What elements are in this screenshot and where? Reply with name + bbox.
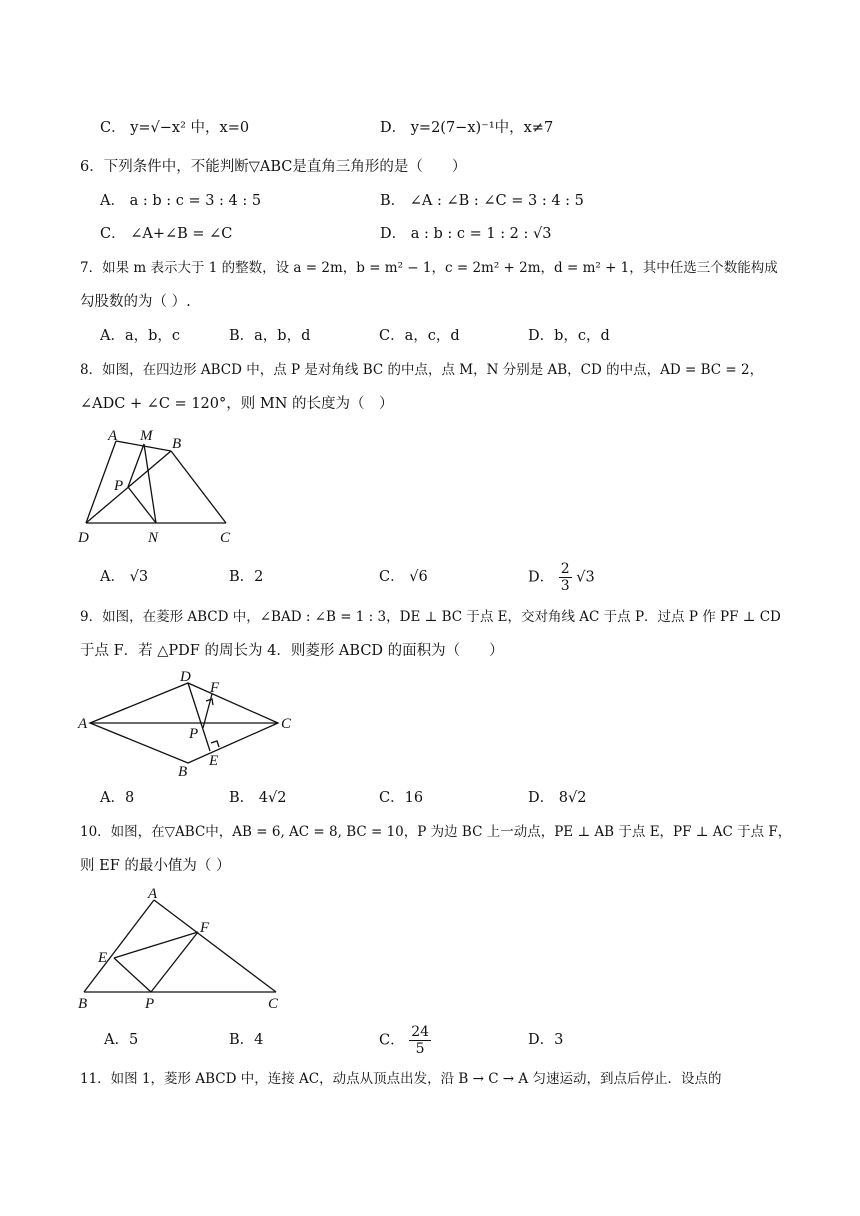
q8-option-a: A． √3 <box>100 569 149 585</box>
q10-stem-line2: 则 EF 的最小值为（ ） <box>80 858 231 874</box>
q8-label-b: B <box>172 436 182 452</box>
q9-stem-line1: 9．如图，在菱形 ABCD 中，∠BAD : ∠B = 1 : 3，DE ⊥ BC 于点 E，交对角线 AC 于点 P．过点 P 作 PF ⊥ CD <box>80 609 781 625</box>
q8-option-c: C． √6 <box>379 569 428 585</box>
q8-figure <box>76 426 276 546</box>
q10-figure <box>76 886 296 1016</box>
q9-option-b: B． 4√2 <box>229 790 287 806</box>
q10-option-c-numerator: 24 <box>411 1024 430 1040</box>
q9-option-d: D． 8√2 <box>528 790 587 806</box>
q10-label-c: C <box>268 996 279 1012</box>
q7-option-b: B．a，b，d <box>229 328 311 344</box>
q10-label-a: A <box>148 886 158 902</box>
q6-option-d: D． a : b : c = 1 : 2 : √3 <box>380 226 552 242</box>
q8-stem-line2: ∠ADC + ∠C = 120°，则 MN 的长度为（ ） <box>80 396 394 412</box>
q10-label-e: E <box>98 950 108 966</box>
q6-stem: 6．下列条件中，不能判断▽ABC是直角三角形的是（ ） <box>80 159 467 175</box>
q8-label-a: A <box>108 428 118 444</box>
q5-option-d: D． y=2(7−x)⁻¹中，x≠7 <box>380 120 554 136</box>
q6-option-b: B． ∠A : ∠B : ∠C = 3 : 4 : 5 <box>380 193 584 209</box>
q8-label-m: M <box>140 428 153 444</box>
q5-option-c: C． y=√−x² 中，x=0 <box>100 120 250 136</box>
q10-stem-line1: 10．如图，在▽ABC中，AB = 6, AC = 8, BC = 10，P 为边 BC 上一动点，PE ⊥ AB 于点 E，PF ⊥ AC 于点 F， <box>80 824 792 840</box>
q8-option-d-prefix: D． <box>528 569 555 586</box>
q9-stem-line2: 于点 F．若 △PDF 的周长为 4．则菱形 ABCD 的面积为（ ） <box>80 643 504 659</box>
q9-label-d: D <box>180 669 191 685</box>
q10-label-b: B <box>78 996 88 1012</box>
q9-label-b: B <box>178 764 188 780</box>
q8-option-d-fraction <box>559 561 572 594</box>
q8-option-d <box>528 561 595 594</box>
q8-stem-line1: 8．如图，在四边形 ABCD 中，点 P 是对角线 BC 的中点，点 M，N 分别是 AB，CD 的中点，AD = BC = 2， <box>80 362 764 378</box>
q8-option-d-denominator: 3 <box>560 578 570 594</box>
q10-option-c-prefix: C． <box>379 1032 405 1049</box>
q10-option-a: A．5 <box>104 1032 139 1048</box>
q7-option-a: A．a，b，c <box>100 328 181 344</box>
q8-option-d-suffix: √3 <box>576 569 595 586</box>
q8-label-d: D <box>78 530 89 546</box>
q8-option-d-numerator: 2 <box>560 561 570 577</box>
q10-option-c-fraction <box>409 1024 431 1057</box>
q9-label-p: P <box>189 726 199 742</box>
q9-option-c: C．16 <box>379 790 424 806</box>
q8-label-p: P <box>114 478 124 494</box>
q7-stem-line1: 7．如果 m 表示大于 1 的整数，设 a = 2m，b = m² − 1，c = 2m² + 2m，d = m² + 1，其中任选三个数能构成 <box>80 260 778 276</box>
q10-label-f: F <box>200 920 210 936</box>
q10-option-b: B．4 <box>229 1032 264 1048</box>
q7-option-d: D．b，c，d <box>528 328 610 344</box>
q9-option-a: A．8 <box>100 790 135 806</box>
q9-label-a: A <box>78 716 88 732</box>
q10-option-c-denominator: 5 <box>415 1041 425 1057</box>
q7-option-c: C．a，c，d <box>379 328 460 344</box>
q8-label-c: C <box>220 530 231 546</box>
q7-stem-line2: 勾股数的为（ ）. <box>80 294 191 310</box>
q6-option-a: A． a : b : c = 3 : 4 : 5 <box>100 193 262 209</box>
q10-option-d: D．3 <box>528 1032 564 1048</box>
q9-label-e: E <box>209 753 219 769</box>
q9-figure <box>78 668 298 778</box>
q10-option-c <box>379 1024 431 1057</box>
q9-label-c: C <box>281 716 292 732</box>
q9-label-f: F <box>210 680 220 696</box>
q6-option-c: C． ∠A+∠B = ∠C <box>100 226 233 242</box>
q11-stem-line1: 11．如图 1，菱形 ABCD 中，连接 AC，动点从顶点出发，沿 B → C → A 匀速运动，到点后停止．设点的 <box>80 1071 722 1087</box>
q10-label-p: P <box>145 996 155 1012</box>
q8-option-b: B．2 <box>229 569 264 585</box>
q8-label-n: N <box>148 530 159 546</box>
